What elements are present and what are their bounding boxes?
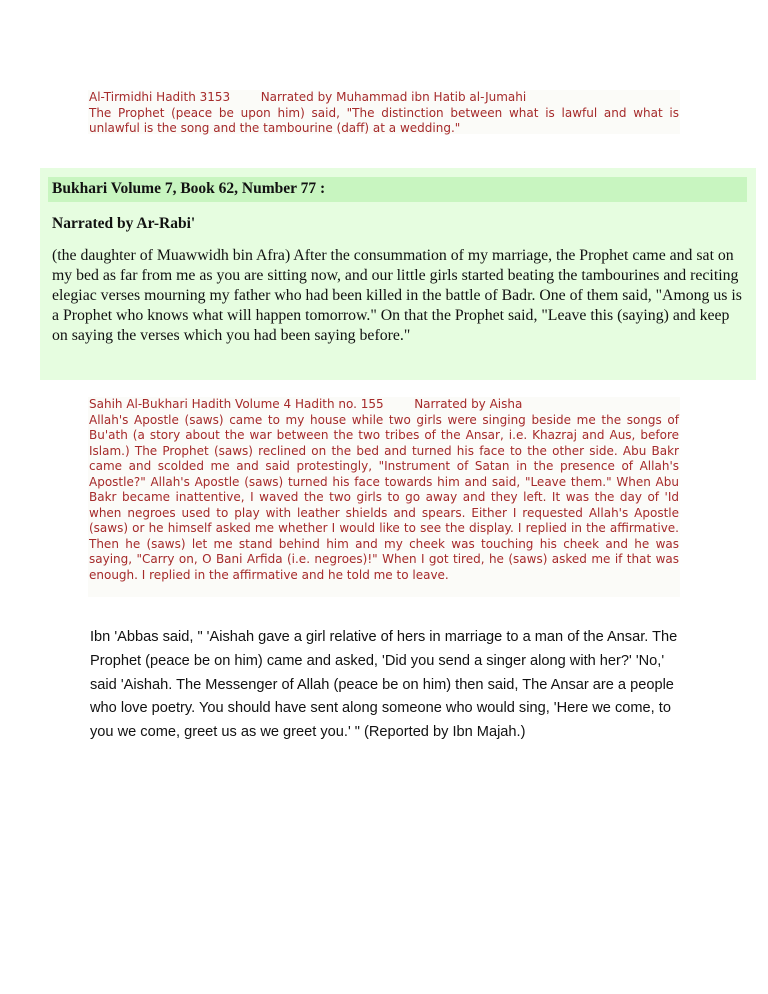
tirmidhi-header	[89, 90, 679, 106]
sahih-source: Sahih Al-Bukhari Hadith Volume 4 Hadith no. 155	[89, 397, 384, 411]
sahih-bukhari-hadith-block	[88, 397, 680, 597]
bukhari-text: (the daughter of Muawwidh bin Afra) After the consummation of my marriage, the Prophet came and sat on my bed as far from me as you are sitting now, and our little girls started beating the tambourines and reciting elegiac verses mourning my father who had been killed in the battle of Badr. One of them said, "Among us is a Prophet who knows what will happen tomorrow." On that the Prophet said, "Leave this (saying) and keep on saying the verses which you had been saying before."	[52, 247, 742, 344]
bukhari-hadith-block	[40, 168, 756, 380]
tirmidhi-hadith-block	[88, 90, 680, 134]
tirmidhi-narrator: Narrated by Muhammad ibn Hatib al-Jumahi	[260, 90, 527, 104]
tirmidhi-text: The Prophet (peace be upon him) said, "The distinction between what is lawful and what is unlawful is the song and the tambourine (daff) at a wedding."	[89, 105, 679, 135]
bukhari-title: Bukhari Volume 7, Book 62, Number 77 :	[48, 177, 747, 202]
sahih-text: Allah's Apostle (saws) came to my house while two girls were singing beside me the songs of Bu'ath (a story about the war between the two tribes of the Ansar, i.e. Khazraj and Aus, before Islam.) The Prophet (saws) reclined on the bed and turned his face to the other side. Abu Bakr came and scolded me and said protestingly, "Instrument of Satan in the presence of Allah's Apostle?" Allah's Apostle (saws) turned his face towards him and said, "Leave them." When Abu Bakr became inattentive, I waved the two girls to go away and they left. It was the day of 'Id when negroes used to play with leather shields and spears. Either I requested Allah's Apostle (saws) or he himself asked me whether I would like to see the display. I replied in the affirmative. Then he (saws) let me stand behind him and my cheek was touching his cheek and he was saying, "Carry on, O Bani Arfida (i.e. negroes)!" When I got tired, he (saws) asked me if that was enough. I replied in the affirmative and he told me to leave.	[89, 412, 679, 582]
bukhari-narrator: Narrated by Ar-Rabi'	[52, 215, 196, 232]
ibn-abbas-paragraph: Ibn 'Abbas said, " 'Aishah gave a girl relative of hers in marriage to a man of the Ansar. The Prophet (peace be on him) came and asked, 'Did you send a singer along with her?' 'No,' said 'Aishah. The Messenger of Allah (peace be on him) then said, The Ansar are a people who love poetry. You should have sent along someone who would sing, 'Here we come, to you we come, greet us as we greet you.' " (Reported by Ibn Majah.)	[90, 629, 678, 741]
tirmidhi-source: Al-Tirmidhi Hadith 3153	[89, 90, 231, 104]
sahih-narrator: Narrated by Aisha	[414, 397, 523, 411]
sahih-header	[89, 397, 679, 413]
